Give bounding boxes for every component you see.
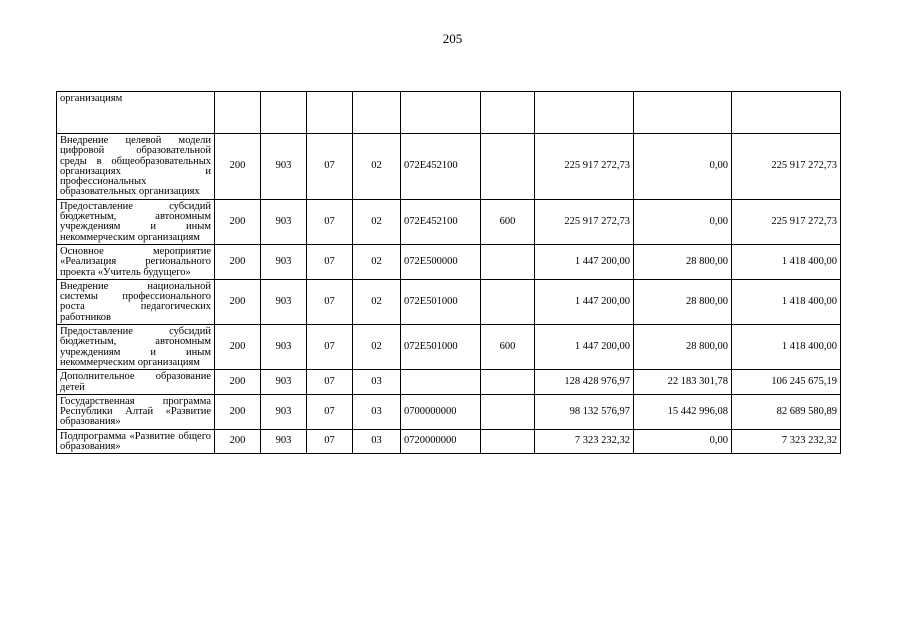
ministry-code-cell: 903: [261, 394, 307, 429]
section-cell: [307, 92, 353, 134]
row-name-cell: Предоставление субсидий бюджетным, автономным учреждениям и иным некоммерческим организациям: [57, 325, 215, 370]
subsection-cell: 02: [353, 279, 401, 324]
section-cell: 07: [307, 394, 353, 429]
admin-code-cell: 200: [215, 244, 261, 279]
table-row: [57, 134, 841, 200]
change-amount-cell: 22 183 301,78: [634, 370, 732, 395]
table-row: [57, 429, 841, 454]
row-name-cell: Основное мероприятие «Реализация регионального проекта «Учитель будущего»: [57, 244, 215, 279]
total-amount-cell: 82 689 580,89: [732, 394, 841, 429]
total-amount-cell: 1 418 400,00: [732, 325, 841, 370]
subsection-cell: 02: [353, 244, 401, 279]
expense-type-cell: [481, 134, 535, 200]
total-amount-cell: 225 917 272,73: [732, 199, 841, 244]
change-amount-cell: 28 800,00: [634, 325, 732, 370]
total-amount-cell: 7 323 232,32: [732, 429, 841, 454]
section-cell: 07: [307, 325, 353, 370]
expense-type-cell: [481, 370, 535, 395]
expense-type-cell: [481, 244, 535, 279]
total-amount-cell: 1 418 400,00: [732, 279, 841, 324]
change-amount-cell: 0,00: [634, 199, 732, 244]
expense-type-cell: [481, 92, 535, 134]
subsection-cell: 03: [353, 394, 401, 429]
ministry-code-cell: 903: [261, 370, 307, 395]
expense-type-cell: 600: [481, 199, 535, 244]
approved-amount-cell: 98 132 576,97: [535, 394, 634, 429]
ministry-code-cell: 903: [261, 199, 307, 244]
table-body: [57, 92, 841, 454]
ministry-code-cell: 903: [261, 325, 307, 370]
page-number: 205: [442, 31, 463, 46]
admin-code-cell: 200: [215, 370, 261, 395]
table-row: [57, 244, 841, 279]
row-name-cell: Государственная программа Республики Алтай «Развитие образования»: [57, 394, 215, 429]
total-amount-cell: 1 418 400,00: [732, 244, 841, 279]
subsection-cell: 02: [353, 134, 401, 200]
table-row: [57, 370, 841, 395]
approved-amount-cell: 225 917 272,73: [535, 199, 634, 244]
change-amount-cell: 0,00: [634, 429, 732, 454]
total-amount-cell: 225 917 272,73: [732, 134, 841, 200]
budget-table: [56, 91, 841, 454]
expense-type-cell: [481, 429, 535, 454]
admin-code-cell: 200: [215, 279, 261, 324]
target-article-cell: 072E452100: [401, 199, 481, 244]
approved-amount-cell: 225 917 272,73: [535, 134, 634, 200]
admin-code-cell: [215, 92, 261, 134]
section-cell: 07: [307, 370, 353, 395]
admin-code-cell: 200: [215, 199, 261, 244]
target-article-cell: 0720000000: [401, 429, 481, 454]
expense-type-cell: [481, 394, 535, 429]
section-cell: 07: [307, 244, 353, 279]
row-name-cell: организациям: [57, 92, 215, 134]
admin-code-cell: 200: [215, 429, 261, 454]
target-article-cell: 072E501000: [401, 279, 481, 324]
target-article-cell: 072E452100: [401, 134, 481, 200]
target-article-cell: [401, 370, 481, 395]
section-cell: 07: [307, 429, 353, 454]
target-article-cell: 0700000000: [401, 394, 481, 429]
subsection-cell: 02: [353, 325, 401, 370]
row-name-cell: Подпрограмма «Развитие общего образования»: [57, 429, 215, 454]
total-amount-cell: 106 245 675,19: [732, 370, 841, 395]
approved-amount-cell: 7 323 232,32: [535, 429, 634, 454]
table-row: [57, 279, 841, 324]
ministry-code-cell: 903: [261, 134, 307, 200]
target-article-cell: 072E500000: [401, 244, 481, 279]
change-amount-cell: [634, 92, 732, 134]
section-cell: 07: [307, 199, 353, 244]
row-name-cell: Дополнительное образование детей: [57, 370, 215, 395]
table-row: [57, 325, 841, 370]
subsection-cell: 03: [353, 429, 401, 454]
approved-amount-cell: 1 447 200,00: [535, 325, 634, 370]
subsection-cell: 03: [353, 370, 401, 395]
approved-amount-cell: 1 447 200,00: [535, 244, 634, 279]
target-article-cell: 072E501000: [401, 325, 481, 370]
table-row: [57, 92, 841, 134]
approved-amount-cell: 128 428 976,97: [535, 370, 634, 395]
row-name-cell: Внедрение целевой модели цифровой образовательной среды в общеобразовательных организациях и профессиональных образовательных организациях: [57, 134, 215, 200]
row-name-cell: Внедрение национальной системы профессионального роста педагогических работников: [57, 279, 215, 324]
approved-amount-cell: [535, 92, 634, 134]
table-row: [57, 394, 841, 429]
ministry-code-cell: 903: [261, 244, 307, 279]
section-cell: 07: [307, 134, 353, 200]
subsection-cell: 02: [353, 199, 401, 244]
target-article-cell: [401, 92, 481, 134]
change-amount-cell: 15 442 996,08: [634, 394, 732, 429]
ministry-code-cell: 903: [261, 429, 307, 454]
table-row: [57, 199, 841, 244]
change-amount-cell: 28 800,00: [634, 244, 732, 279]
admin-code-cell: 200: [215, 134, 261, 200]
change-amount-cell: 0,00: [634, 134, 732, 200]
row-name-cell: Предоставление субсидий бюджетным, автономным учреждениям и иным некоммерческим организациям: [57, 199, 215, 244]
admin-code-cell: 200: [215, 325, 261, 370]
ministry-code-cell: [261, 92, 307, 134]
admin-code-cell: 200: [215, 394, 261, 429]
expense-type-cell: [481, 279, 535, 324]
ministry-code-cell: 903: [261, 279, 307, 324]
expense-type-cell: 600: [481, 325, 535, 370]
change-amount-cell: 28 800,00: [634, 279, 732, 324]
subsection-cell: [353, 92, 401, 134]
total-amount-cell: [732, 92, 841, 134]
section-cell: 07: [307, 279, 353, 324]
approved-amount-cell: 1 447 200,00: [535, 279, 634, 324]
